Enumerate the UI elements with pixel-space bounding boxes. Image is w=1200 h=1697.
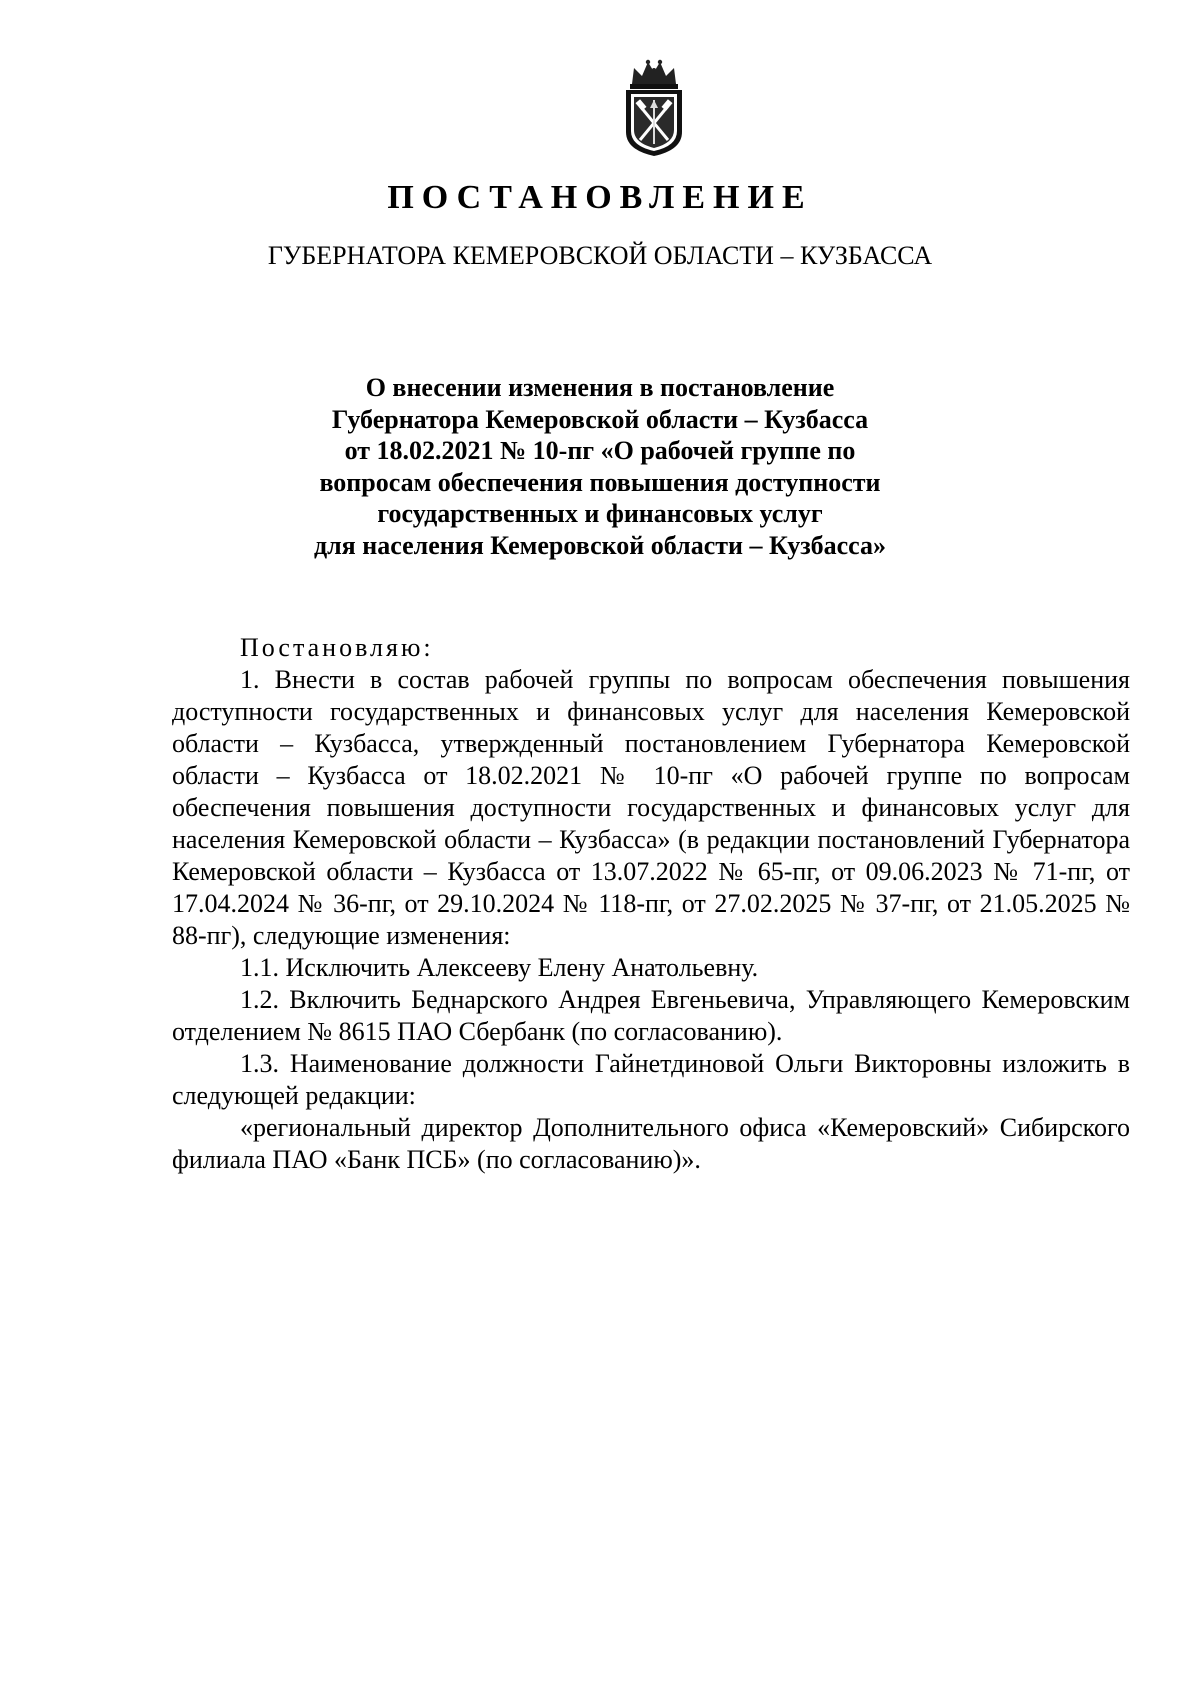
document-body: [172, 632, 1130, 1176]
title-line: от 18.02.2021 № 10-пг «О рабочей группе по: [344, 436, 856, 465]
paragraph-1-1: 1.1. Исключить Алексееву Елену Анатольевну.: [240, 953, 759, 982]
issuing-authority: ГУБЕРНАТОРА КЕМЕРОВСКОЙ ОБЛАСТИ – КУЗБАССА: [267, 241, 933, 270]
kemerovo-coat-of-arms-icon: [618, 58, 690, 158]
title-line: вопросам обеспечения повышения доступности: [319, 467, 881, 497]
paragraph-1-2: 1.2. Включить Беднарского Андрея Евгеньевича, Управляющего Кемеровским отделением № 8615 ПАО Сбербанк (по согласованию).: [172, 985, 1130, 1046]
title-line: Губернатора Кемеровской области – Кузбасса: [331, 404, 869, 434]
title-line: государственных и финансовых услуг: [377, 499, 823, 528]
document-type-heading: ПОСТАНОВЛЕНИЕ: [387, 179, 813, 216]
paragraph-1-3: 1.3. Наименование должности Гайнетдиновой Ольги Викторовны изложить в следующей редакции:: [172, 1049, 1130, 1110]
paragraph-1: 1. Внести в состав рабочей группы по вопросам обеспечения повышения доступности государственных и финансовых услуг для населения Кемеровской области – Кузбасса, утвержденный постановлением Губернатора Кемеровской области – Кузбасса от 18.02.2021 № 10-пг «О рабочей группе по вопросам обеспечения повышения доступности государственных и финансовых услуг для населения Кемеровской области – Кузбасса» (в редакции постановлений Губернатора Кемеровской области – Кузбасса от 13.07.2022 № 65-пг, от 09.06.2023 № 71-пг, от 17.04.2024 № 36-пг, от 29.10.2024 № 118-пг, от 27.02.2025 № 37-пг, от 21.05.2025 № 88-пг), следующие изменения:: [172, 665, 1130, 950]
title-line: для населения Кемеровской области – Кузбасса»: [313, 530, 887, 560]
paragraph-1-3-quote: «региональный директор Дополнительного офиса «Кемеровский» Сибирского филиала ПАО «Банк ПСБ» (по согласованию)».: [172, 1113, 1130, 1174]
decree-word: Постановляю:: [240, 633, 434, 662]
title-line: О внесении изменения в постановление: [365, 373, 835, 402]
document-title: [240, 372, 960, 561]
